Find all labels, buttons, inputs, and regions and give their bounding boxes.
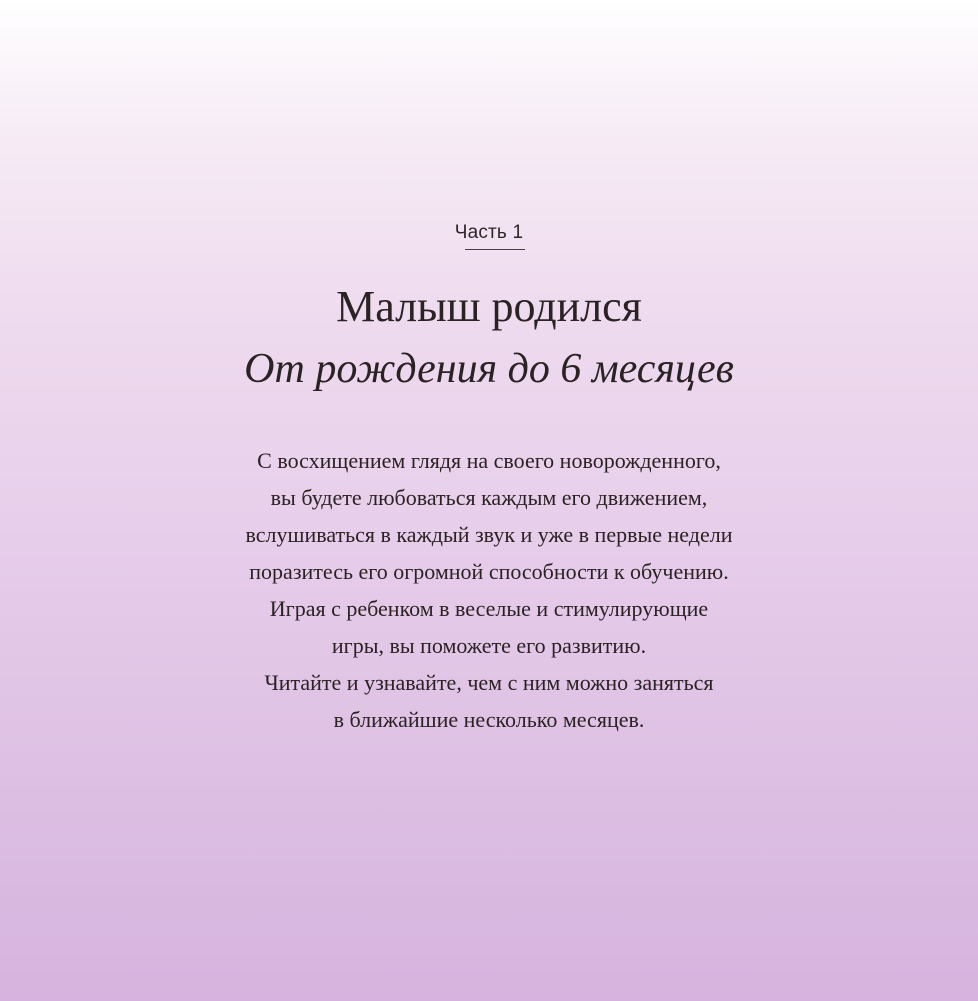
intro-line: в ближайшие несколько месяцев. [333, 707, 645, 732]
chapter-subtitle: От рождения до 6 месяцев [244, 346, 734, 392]
intro-line: Читайте и узнавайте, чем с ним можно заняться [264, 670, 714, 695]
intro-line: игры, вы поможете его развитию. [331, 633, 647, 658]
intro-line: поразитесь его огромной способности к обучению. [249, 559, 729, 584]
intro-line: Играя с ребенком в веселые и стимулирующие [269, 596, 709, 621]
part-label: Часть 1 [454, 222, 524, 243]
chapter-title: Малыш родился [336, 282, 642, 331]
intro-line: С восхищением глядя на своего новорожденного, [257, 448, 721, 473]
intro-line: вы будете любоваться каждым его движением, [270, 485, 708, 510]
intro-line: вслушиваться в каждый звук и уже в первые недели [245, 522, 733, 547]
part-underline-divider [465, 249, 525, 250]
intro-paragraph [0, 442, 978, 738]
